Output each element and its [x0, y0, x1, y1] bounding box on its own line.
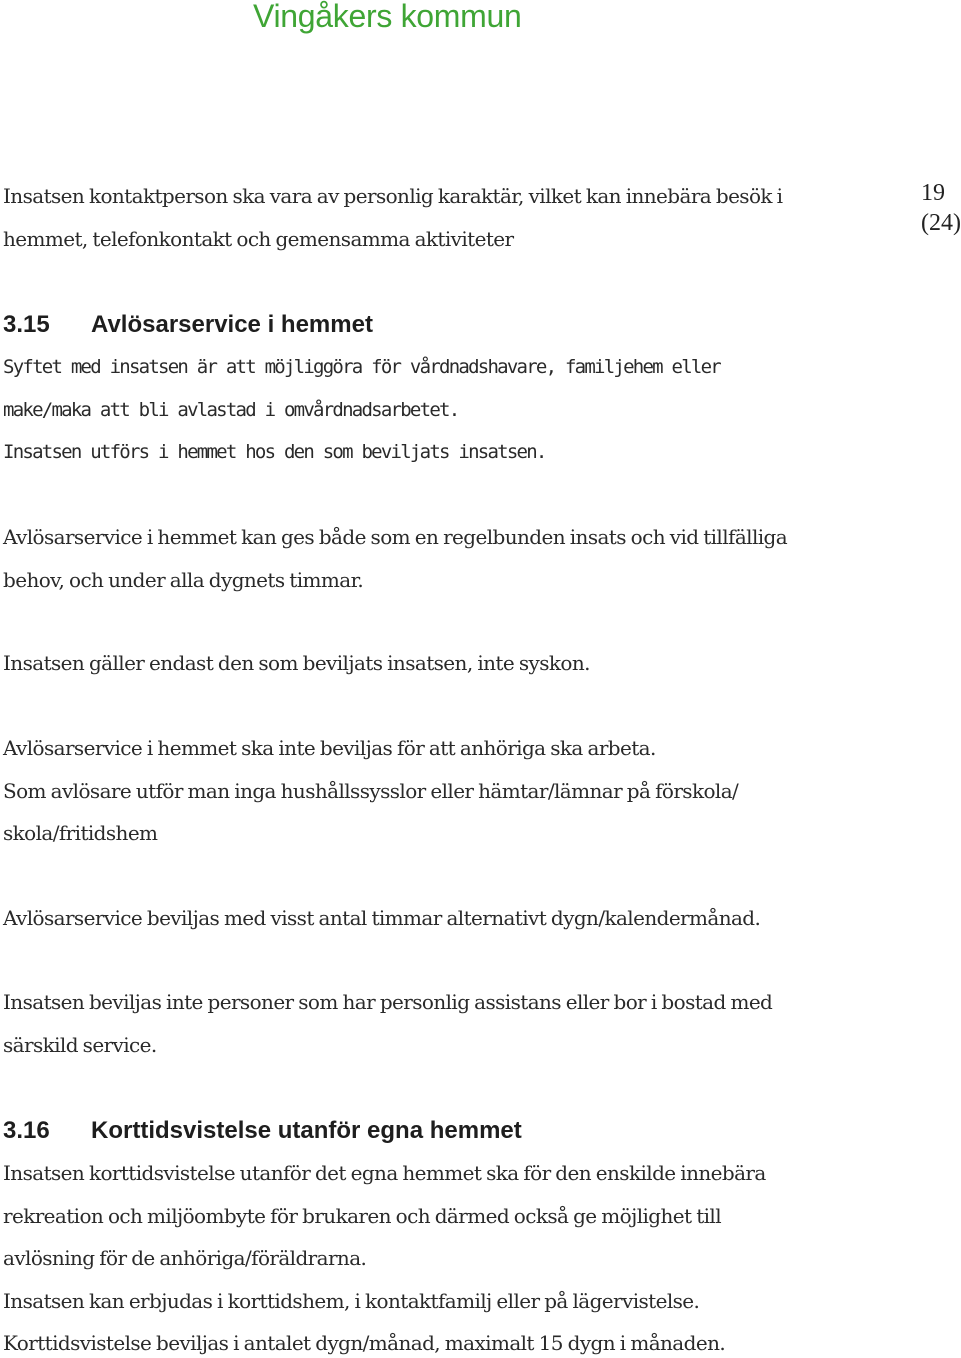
paragraph-line: skola/fritidshem [3, 821, 158, 845]
paragraph-line: Insatsen utförs i hemmet hos den som beviljats insatsen. [3, 441, 546, 463]
municipality-title: Vingåkers kommun [253, 0, 522, 34]
section-title: Avlösarservice i hemmet [91, 311, 373, 338]
section-315-heading [3, 310, 373, 340]
paragraph-line: Insatsen kan erbjudas i korttidshem, i kontaktfamilj eller på lägervistelse. [3, 1289, 700, 1313]
paragraph-line: rekreation och miljöombyte för brukaren och därmed också ge möjlighet till [3, 1204, 722, 1228]
paragraph-line: behov, och under alla dygnets timmar. [3, 568, 364, 592]
paragraph-line: make/maka att bli avlastad i omvårdnadsarbetet. [3, 399, 459, 421]
paragraph-line: Insatsen korttidsvistelse utanför det egna hemmet ska för den enskilde innebära [3, 1161, 766, 1185]
intro-line-2: hemmet, telefonkontakt och gemensamma aktiviteter [3, 227, 514, 251]
paragraph-line: Avlösarservice beviljas med visst antal timmar alternativt dygn/kalendermånad. [3, 906, 761, 930]
paragraph-line: avlösning för de anhöriga/föräldrarna. [3, 1246, 367, 1270]
paragraph-line: Korttidsvistelse beviljas i antalet dygn/månad, maximalt 15 dygn i månaden. [3, 1331, 726, 1355]
section-316-heading [3, 1116, 522, 1146]
paragraph-line: Som avlösare utför man inga hushållssysslor eller hämtar/lämnar på förskola/ [3, 779, 739, 803]
section-title: Korttidsvistelse utanför egna hemmet [91, 1117, 522, 1144]
page-number: 19 (24) [921, 180, 961, 236]
intro-line-1: Insatsen kontaktperson ska vara av personlig karaktär, vilket kan innebära besök i [3, 184, 783, 208]
paragraph-line: Syftet med insatsen är att möjliggöra för vårdnadshavare, familjehem eller [3, 356, 720, 378]
paragraph-line: särskild service. [3, 1033, 157, 1057]
paragraph-line: Avlösarservice i hemmet kan ges både som en regelbunden insats och vid tillfälliga [3, 525, 788, 549]
paragraph-line: Avlösarservice i hemmet ska inte beviljas för att anhöriga ska arbeta. [3, 736, 656, 760]
section-number: 3.16 [3, 1117, 50, 1144]
paragraph-line: Insatsen gäller endast den som beviljats insatsen, inte syskon. [3, 651, 590, 675]
section-number: 3.15 [3, 311, 50, 338]
paragraph-line: Insatsen beviljas inte personer som har personlig assistans eller bor i bostad med [3, 990, 773, 1014]
